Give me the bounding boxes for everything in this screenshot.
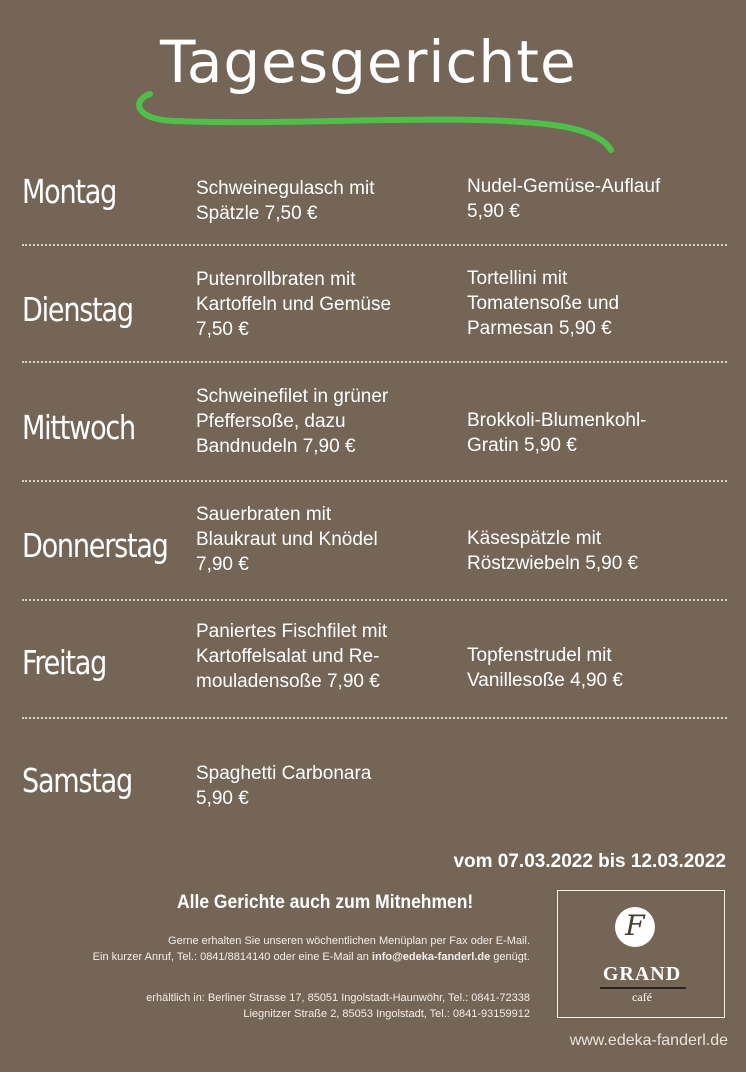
takeaway-notice: Alle Gerichte auch zum Mitnehmen! [177,892,474,913]
dish-vegetarian: Topfenstrudel mit Vanillesoße 4,90 € [467,645,623,691]
page-title: Tagesgerichte [160,28,577,96]
info-text: Gerne erhalten Sie unseren wöchentlichen Menüplan per Fax oder E-Mail. Ein kurzer Anruf, Tel.: 0841/8814140 oder eine E-Mail an info@edeka-fanderl.de genügt. [92,935,530,963]
divider [22,361,727,363]
email-link[interactable]: info@edeka-fanderl.de [371,951,491,963]
divider [22,480,727,482]
logo-underline [600,987,686,989]
website-link[interactable]: www.edeka-fanderl.de [569,1032,728,1049]
logo-name: GRAND [602,963,682,985]
dish-vegetarian: Brokkoli-Blumenkohl- Gratin 5,90 € [467,410,647,456]
day-label: Samstag [22,761,132,800]
address-text: erhältlich in: Berliner Strasse 17, 85051 Ingolstadt-Haunwöhr, Tel.: 0841-72338 Liegnitzer Straße 2, 85053 Ingolstadt, Tel.: 0841-93159912 [146,992,530,1020]
dish-main: Spaghetti Carbonara 5,90 € [196,763,372,809]
logo-sub: café [632,990,652,1004]
dish-main: Sauerbraten mit Blaukraut und Knödel 7,90 € [196,504,378,575]
divider [22,599,727,601]
day-label: Donnerstag [22,526,168,565]
day-label: Dienstag [22,290,133,329]
grand-cafe-logo [557,890,725,1018]
day-label: Freitag [22,643,107,682]
dish-main: Paniertes Fischfilet mit Kartoffelsalat und Re- mouladensoße 7,90 € [196,621,388,692]
logo-emblem [615,907,655,947]
dish-vegetarian: Käsespätzle mit Röstzwiebeln 5,90 € [467,528,639,574]
date-range: vom 07.03.2022 bis 12.03.2022 [453,851,726,872]
day-label: Mittwoch [22,408,135,447]
dish-main: Schweinefilet in grüner Pfeffersoße, dazu Bandnudeln 7,90 € [196,386,389,457]
dish-main: Putenrollbraten mit Kartoffeln und Gemüse 7,50 € [196,269,392,340]
dish-vegetarian: Nudel-Gemüse-Auflauf 5,90 € [467,176,661,222]
dish-main: Schweinegulasch mit Spätzle 7,50 € [196,178,375,224]
day-label: Montag [22,172,117,211]
divider [22,244,727,246]
divider [22,717,727,719]
logo-letter: F [625,909,645,942]
dish-vegetarian: Tortellini mit Tomatensoße und Parmesan 5,90 € [467,268,620,339]
